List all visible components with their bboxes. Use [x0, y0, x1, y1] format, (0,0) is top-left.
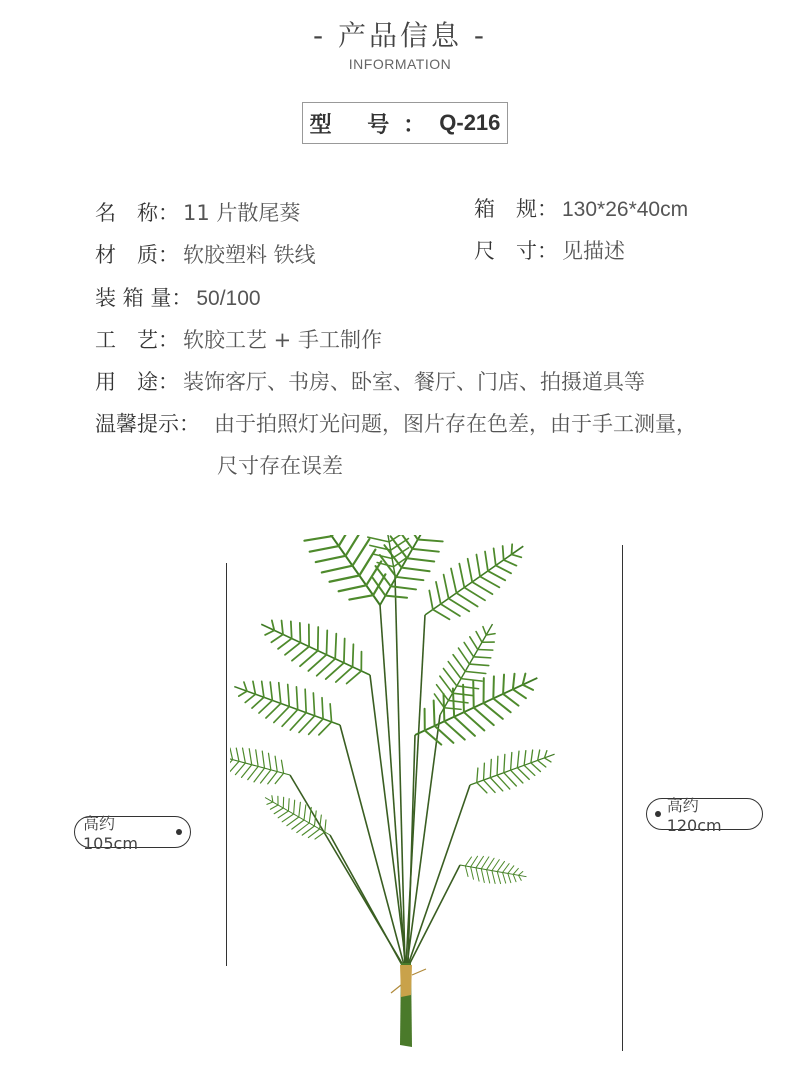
spec-notice-cont	[217, 450, 343, 480]
spec-craft	[95, 324, 382, 354]
right-height-badge	[646, 796, 763, 835]
section-title: - 产品信息 -	[312, 19, 487, 52]
spec-material	[95, 239, 316, 269]
spec-name-label: 名 称：	[95, 201, 179, 225]
spec-carton-label: 箱 规：	[474, 197, 558, 221]
spec-packing	[95, 282, 261, 312]
spec-packing-label: 装 箱 量：	[95, 286, 193, 310]
spec-material-value: 软胶塑料 铁线	[183, 243, 316, 267]
spec-notice-line1: 由于拍照灯光问题，图片存在色差，由于手工测量，	[214, 412, 697, 436]
model-label: 型 号：	[309, 112, 440, 138]
right-height-line	[622, 545, 623, 1051]
spec-size	[474, 235, 625, 265]
spec-material-label: 材 质：	[95, 243, 179, 267]
spec-name-value: 11 片散尾葵	[183, 201, 301, 225]
left-height-badge	[74, 814, 191, 853]
spec-packing-value: 50/100	[196, 287, 261, 310]
spec-craft-label: 工 艺：	[95, 328, 179, 352]
spec-size-label: 尺 寸：	[474, 239, 558, 263]
spec-usage-value: 装饰客厅、书房、卧室、餐厅、门店、拍摄道具等	[183, 370, 645, 394]
spec-size-value: 见描述	[562, 239, 625, 263]
spec-notice-label: 温馨提示：	[95, 412, 200, 436]
model-value: Q-216	[439, 110, 501, 135]
spec-carton-value: 130*26*40cm	[562, 198, 689, 221]
spec-craft-value: 软胶工艺 + 手工制作	[183, 328, 382, 352]
left-height-line	[226, 563, 227, 966]
spec-notice	[95, 408, 697, 438]
right-height-text: 高约 120cm	[666, 796, 722, 835]
dot-icon	[655, 811, 661, 817]
spec-usage-label: 用 途：	[95, 370, 179, 394]
palm-plant-illustration	[230, 535, 570, 1070]
spec-carton	[474, 193, 688, 223]
left-height-text: 高约 105cm	[83, 814, 138, 853]
dot-icon	[176, 829, 182, 835]
spec-name	[95, 197, 300, 227]
spec-usage	[95, 366, 645, 396]
section-subtitle: INFORMATION	[348, 56, 452, 72]
model-number-box	[302, 102, 508, 144]
spec-notice-line2: 尺寸存在误差	[217, 454, 343, 478]
